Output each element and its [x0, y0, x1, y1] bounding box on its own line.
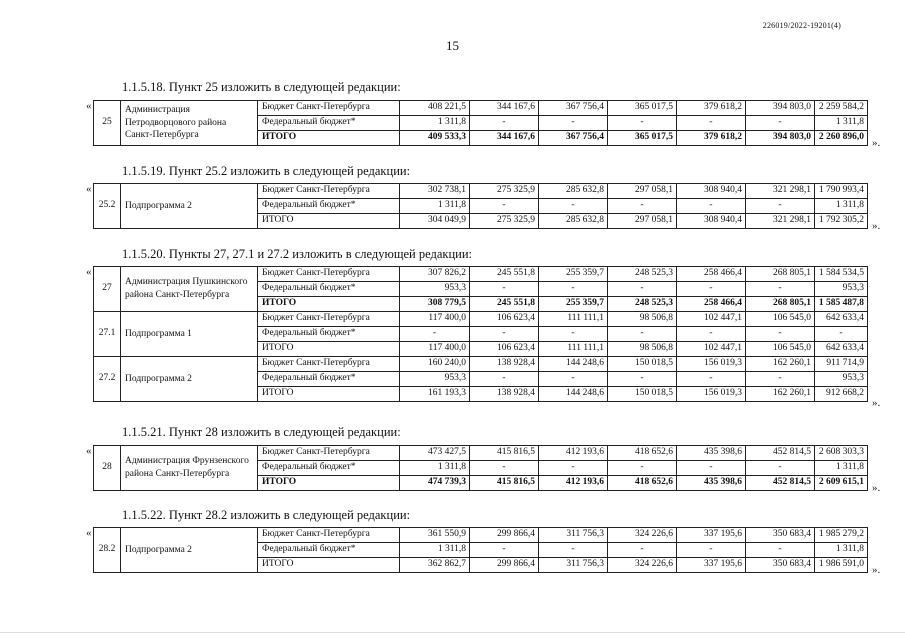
amount-cell: 275 325,9	[470, 184, 539, 199]
amount-cell: -	[608, 199, 677, 214]
close-quote: ».	[872, 564, 881, 576]
amount-cell: -	[470, 461, 539, 476]
amount-cell: -	[746, 461, 815, 476]
amount-cell: 106 545,0	[746, 312, 815, 327]
organization-name: Подпрограмма 1	[121, 312, 258, 357]
open-quote: «	[86, 100, 92, 112]
open-quote: «	[86, 183, 92, 195]
amount-cell: 98 506,8	[608, 342, 677, 357]
amount-cell: -	[608, 327, 677, 342]
amount-cell: 156 019,3	[677, 387, 746, 402]
amount-cell: 409 533,3	[400, 131, 470, 146]
amount-cell: -	[539, 372, 608, 387]
amount-cell: 106 623,4	[470, 312, 539, 327]
section-heading-28: 1.1.5.21. Пункт 28 изложить в следующей редакции:	[122, 425, 401, 439]
amount-total: 953,3	[815, 372, 868, 387]
amount-total: 2 259 584,2	[815, 101, 868, 116]
close-quote: ».	[872, 220, 881, 232]
amount-cell: 160 240,0	[400, 357, 470, 372]
amount-cell: 302 738,1	[400, 184, 470, 199]
amount-cell: 138 928,4	[470, 357, 539, 372]
amount-cell: -	[677, 372, 746, 387]
amount-total: 912 668,2	[815, 387, 868, 402]
amount-cell: 299 866,4	[470, 528, 539, 543]
amount-cell: 344 167,6	[470, 131, 539, 146]
section-heading-27: 1.1.5.20. Пункты 27, 27.1 и 27.2 изложить в следующей редакции:	[122, 247, 473, 261]
close-quote: ».	[872, 482, 881, 494]
budget-table-28	[93, 445, 868, 491]
amount-cell: -	[608, 116, 677, 131]
funding-source: Федеральный бюджет*	[258, 461, 400, 476]
section-heading-28-2: 1.1.5.22. Пункт 28.2 изложить в следующей редакции:	[122, 508, 411, 522]
amount-total: 1 311,8	[815, 543, 868, 558]
funding-source: Федеральный бюджет*	[258, 543, 400, 558]
item-number: 27.2	[94, 357, 121, 402]
amount-cell: 350 683,4	[746, 528, 815, 543]
amount-cell: 415 816,5	[470, 446, 539, 461]
organization-name: Администрация Петродворцового района Санкт-Петербурга	[121, 101, 258, 146]
amount-cell: -	[539, 116, 608, 131]
amount-cell: 321 298,1	[746, 184, 815, 199]
amount-cell: 307 826,2	[400, 267, 470, 282]
amount-cell: 1 311,8	[400, 116, 470, 131]
amount-cell: 311 756,3	[539, 558, 608, 573]
organization-name: Подпрограмма 2	[121, 528, 258, 573]
amount-cell: 365 017,5	[608, 131, 677, 146]
amount-cell: 379 618,2	[677, 101, 746, 116]
amount-cell: 412 193,6	[539, 476, 608, 491]
budget-spb-row	[94, 312, 868, 327]
amount-total: 1 792 305,2	[815, 214, 868, 229]
amount-cell: 452 814,5	[746, 476, 815, 491]
amount-cell: -	[608, 372, 677, 387]
amount-cell: 150 018,5	[608, 387, 677, 402]
amount-cell: 268 805,1	[746, 297, 815, 312]
amount-cell: 258 466,4	[677, 297, 746, 312]
amount-cell: -	[677, 327, 746, 342]
amount-total: 1 311,8	[815, 461, 868, 476]
amount-cell: 350 683,4	[746, 558, 815, 573]
amount-total: 2 260 896,0	[815, 131, 868, 146]
close-quote: ».	[872, 397, 881, 409]
item-number: 27.1	[94, 312, 121, 357]
amount-cell: -	[608, 461, 677, 476]
amount-cell: 365 017,5	[608, 101, 677, 116]
amount-cell: 102 447,1	[677, 342, 746, 357]
close-quote: ».	[872, 137, 881, 149]
budget-spb-row	[94, 267, 868, 282]
budget-table-25-2	[93, 183, 868, 229]
amount-cell: 367 756,4	[539, 101, 608, 116]
item-number: 25.2	[94, 184, 121, 229]
budget-spb-row	[94, 184, 868, 199]
amount-cell: 452 814,5	[746, 446, 815, 461]
funding-source: ИТОГО	[258, 476, 400, 491]
amount-cell: 308 779,5	[400, 297, 470, 312]
amount-cell: -	[400, 327, 470, 342]
amount-cell: 379 618,2	[677, 131, 746, 146]
amount-cell: 324 226,6	[608, 558, 677, 573]
amount-total: 1 584 534,5	[815, 267, 868, 282]
document-id: 226019/2022-19201(4)	[762, 21, 841, 30]
funding-source: Бюджет Санкт-Петербурга	[258, 312, 400, 327]
amount-cell: 111 111,1	[539, 342, 608, 357]
amount-cell: 245 551,8	[470, 267, 539, 282]
amount-cell: -	[539, 199, 608, 214]
budget-table-27	[93, 266, 868, 402]
open-quote: «	[86, 445, 92, 457]
amount-cell: -	[608, 282, 677, 297]
amount-cell: 304 049,9	[400, 214, 470, 229]
amount-cell: -	[746, 199, 815, 214]
amount-cell: 311 756,3	[539, 528, 608, 543]
budget-table-28-2	[93, 527, 868, 573]
amount-cell: 144 248,6	[539, 357, 608, 372]
amount-cell: 255 359,7	[539, 267, 608, 282]
funding-source: Федеральный бюджет*	[258, 116, 400, 131]
budget-spb-row	[94, 446, 868, 461]
amount-total: 642 633,4	[815, 312, 868, 327]
organization-name: Подпрограмма 2	[121, 357, 258, 402]
amount-total: 1 790 993,4	[815, 184, 868, 199]
amount-cell: 297 058,1	[608, 214, 677, 229]
item-number: 28	[94, 446, 121, 491]
amount-cell: 324 226,6	[608, 528, 677, 543]
funding-source: ИТОГО	[258, 342, 400, 357]
amount-cell: 1 311,8	[400, 543, 470, 558]
amount-cell: 435 398,6	[677, 446, 746, 461]
amount-cell: 117 400,0	[400, 342, 470, 357]
amount-cell: -	[470, 372, 539, 387]
amount-cell: 162 260,1	[746, 387, 815, 402]
amount-cell: -	[677, 282, 746, 297]
amount-cell: 161 193,3	[400, 387, 470, 402]
funding-source: Бюджет Санкт-Петербурга	[258, 446, 400, 461]
amount-cell: -	[677, 543, 746, 558]
amount-cell: 144 248,6	[539, 387, 608, 402]
amount-total: -	[815, 327, 868, 342]
amount-cell: -	[539, 282, 608, 297]
amount-cell: 102 447,1	[677, 312, 746, 327]
amount-total: 642 633,4	[815, 342, 868, 357]
amount-cell: 473 427,5	[400, 446, 470, 461]
amount-cell: -	[746, 543, 815, 558]
amount-cell: 275 325,9	[470, 214, 539, 229]
amount-cell: -	[539, 543, 608, 558]
amount-cell: 156 019,3	[677, 357, 746, 372]
funding-source: Бюджет Санкт-Петербурга	[258, 357, 400, 372]
amount-cell: 474 739,3	[400, 476, 470, 491]
section-heading-25: 1.1.5.18. Пункт 25 изложить в следующей редакции:	[122, 80, 401, 94]
amount-cell: 248 525,3	[608, 297, 677, 312]
amount-cell: 308 940,4	[677, 184, 746, 199]
amount-cell: -	[608, 543, 677, 558]
amount-cell: -	[677, 116, 746, 131]
organization-name: Администрация Фрунзенского района Санкт-Петербурга	[121, 446, 258, 491]
amount-cell: 245 551,8	[470, 297, 539, 312]
funding-source: Бюджет Санкт-Петербурга	[258, 267, 400, 282]
funding-source: ИТОГО	[258, 387, 400, 402]
amount-cell: 408 221,5	[400, 101, 470, 116]
amount-cell: 308 940,4	[677, 214, 746, 229]
amount-cell: 344 167,6	[470, 101, 539, 116]
amount-cell: 98 506,8	[608, 312, 677, 327]
amount-cell: 953,3	[400, 282, 470, 297]
amount-cell: 362 862,7	[400, 558, 470, 573]
funding-source: Федеральный бюджет*	[258, 282, 400, 297]
amount-total: 2 608 303,3	[815, 446, 868, 461]
amount-cell: 361 550,9	[400, 528, 470, 543]
funding-source: Бюджет Санкт-Петербурга	[258, 101, 400, 116]
amount-cell: 299 866,4	[470, 558, 539, 573]
amount-cell: 285 632,8	[539, 214, 608, 229]
amount-cell: 248 525,3	[608, 267, 677, 282]
amount-cell: 415 816,5	[470, 476, 539, 491]
amount-cell: 117 400,0	[400, 312, 470, 327]
amount-cell: -	[539, 327, 608, 342]
amount-cell: 258 466,4	[677, 267, 746, 282]
amount-cell: 953,3	[400, 372, 470, 387]
item-number: 28.2	[94, 528, 121, 573]
amount-cell: 150 018,5	[608, 357, 677, 372]
amount-total: 1 311,8	[815, 199, 868, 214]
amount-cell: 138 928,4	[470, 387, 539, 402]
amount-cell: 367 756,4	[539, 131, 608, 146]
page-bottom-edge	[0, 632, 905, 633]
amount-cell: 106 545,0	[746, 342, 815, 357]
amount-cell: -	[746, 282, 815, 297]
amount-cell: 285 632,8	[539, 184, 608, 199]
amount-cell: 111 111,1	[539, 312, 608, 327]
organization-name: Подпрограмма 2	[121, 184, 258, 229]
amount-cell: 337 195,6	[677, 528, 746, 543]
page-number: 15	[446, 38, 459, 53]
amount-cell: 337 195,6	[677, 558, 746, 573]
organization-name: Администрация Пушкинского района Санкт-Петербурга	[121, 267, 258, 312]
amount-cell: 435 398,6	[677, 476, 746, 491]
amount-total: 2 609 615,1	[815, 476, 868, 491]
amount-total: 1 985 279,2	[815, 528, 868, 543]
budget-spb-row	[94, 528, 868, 543]
funding-source: Бюджет Санкт-Петербурга	[258, 184, 400, 199]
amount-cell: -	[470, 199, 539, 214]
amount-cell: -	[470, 543, 539, 558]
amount-cell: 255 359,7	[539, 297, 608, 312]
amount-cell: 394 803,0	[746, 101, 815, 116]
amount-total: 911 714,9	[815, 357, 868, 372]
open-quote: «	[86, 266, 92, 278]
amount-cell: 321 298,1	[746, 214, 815, 229]
item-number: 27	[94, 267, 121, 312]
amount-cell: -	[746, 372, 815, 387]
budget-table-25	[93, 100, 868, 146]
funding-source: ИТОГО	[258, 131, 400, 146]
amount-cell: 418 652,6	[608, 476, 677, 491]
section-heading-25-2: 1.1.5.19. Пункт 25.2 изложить в следующей редакции:	[122, 164, 411, 178]
amount-cell: -	[746, 116, 815, 131]
amount-cell: -	[470, 282, 539, 297]
amount-total: 1 311,8	[815, 116, 868, 131]
amount-cell: 162 260,1	[746, 357, 815, 372]
amount-cell: 418 652,6	[608, 446, 677, 461]
amount-cell: 106 623,4	[470, 342, 539, 357]
amount-cell: 394 803,0	[746, 131, 815, 146]
funding-source: Федеральный бюджет*	[258, 372, 400, 387]
funding-source: Бюджет Санкт-Петербурга	[258, 528, 400, 543]
open-quote: «	[86, 527, 92, 539]
item-number: 25	[94, 101, 121, 146]
amount-total: 1 585 487,8	[815, 297, 868, 312]
amount-cell: -	[677, 461, 746, 476]
amount-total: 953,3	[815, 282, 868, 297]
funding-source: Федеральный бюджет*	[258, 199, 400, 214]
funding-source: ИТОГО	[258, 297, 400, 312]
amount-cell: 412 193,6	[539, 446, 608, 461]
amount-cell: -	[470, 327, 539, 342]
amount-cell: 1 311,8	[400, 461, 470, 476]
funding-source: ИТОГО	[258, 214, 400, 229]
amount-cell: -	[746, 327, 815, 342]
amount-cell: 1 311,8	[400, 199, 470, 214]
budget-spb-row	[94, 101, 868, 116]
funding-source: ИТОГО	[258, 558, 400, 573]
funding-source: Федеральный бюджет*	[258, 327, 400, 342]
amount-cell: -	[677, 199, 746, 214]
amount-cell: -	[470, 116, 539, 131]
amount-cell: -	[539, 461, 608, 476]
amount-total: 1 986 591,0	[815, 558, 868, 573]
amount-cell: 297 058,1	[608, 184, 677, 199]
amount-cell: 268 805,1	[746, 267, 815, 282]
budget-spb-row	[94, 357, 868, 372]
